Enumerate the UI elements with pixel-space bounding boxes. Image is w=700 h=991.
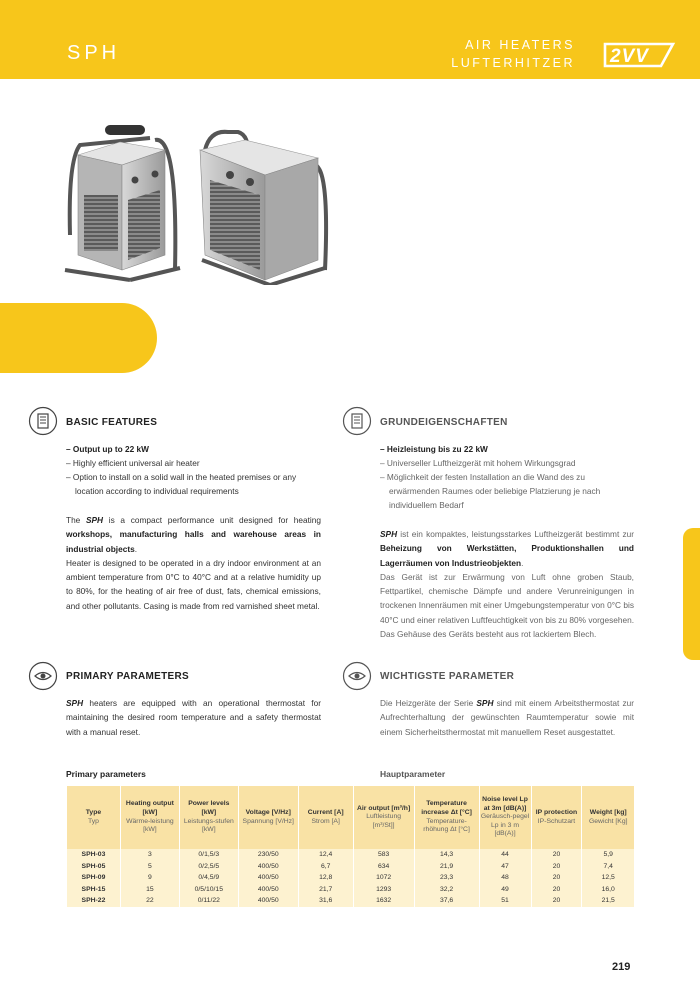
list-item: – Möglichkeit der festen Installation an die Wand des zu erwärmenden Raumes oder beliebige Platzierung je nach individuellem Bedarf [380, 472, 601, 510]
table-row [67, 884, 635, 896]
table-cell: SPH-09 [67, 872, 121, 884]
list-item: – Output up to 22 kW [66, 444, 149, 454]
basic-description-de: SPH ist ein kompaktes, leistungsstarkes Luftheizgerät bestimmt zur Beheizung von Werkstätten, Produktionshallen und Lagerräumen von Industrieobjekten. Das Gerät ist zur Erwärmung von Luft ohne groben Staub, Fettpartikel, chemische Dämpfe und andere Verunreinigungen in trockenen Innenräumen mit einer Umgebungstemperatur von 0°C bis 40°C und einer relativen Luftfeuchtigkeit von bis zu 80% vorgesehen. Das Gehäuse des Geräts besteht aus rot lackiertem Blech. [380, 529, 634, 640]
table-cell: 20 [531, 895, 582, 907]
table-cell: 16,0 [582, 884, 634, 896]
list-item: – Universeller Luftheizgerät mit hohem Wirkungsgrad [380, 458, 576, 468]
table-cell: 0/2,5/5 [179, 861, 238, 873]
column-header: Current [A] Strom [A] [298, 786, 353, 849]
column-header: Type Typ [67, 786, 121, 849]
table-cell: 1632 [353, 895, 414, 907]
product-photo [60, 120, 330, 285]
table-cell: 583 [353, 849, 414, 861]
column-header: Air output [m³/h] Luftleistung [m³/St]] [353, 786, 414, 849]
table-caption-de: Hauptparameter [380, 769, 446, 779]
document-icon [28, 406, 58, 436]
basic-features-list-de [380, 442, 634, 512]
table-cell: 12,4 [298, 849, 353, 861]
list-item: – Heizleistung bis zu 22 kW [380, 444, 488, 454]
table-cell: 48 [479, 872, 531, 884]
table-cell: 37,6 [414, 895, 479, 907]
decorative-tab-right [683, 528, 700, 660]
table-cell: 12,5 [582, 872, 634, 884]
table-cell: 0/4,5/9 [179, 872, 238, 884]
table-cell: 0/5/10/15 [179, 884, 238, 896]
table-row [67, 861, 635, 873]
table-cell: SPH-03 [67, 849, 121, 861]
table-cell: 20 [531, 849, 582, 861]
wichtigste-parameter-title: WICHTIGSTE PARAMETER [380, 671, 515, 682]
table-cell: 9 [120, 872, 179, 884]
table-cell: 21,9 [414, 861, 479, 873]
table-cell: 5,9 [582, 849, 634, 861]
table-cell: 3 [120, 849, 179, 861]
table-cell: 32,2 [414, 884, 479, 896]
table-cell: 400/50 [238, 861, 298, 873]
basic-description-en: The SPH is a compact performance unit designed for heating workshops, manufacturing halls and warehouse areas in industrial objects. Heater is designed to be operated in a dry indoor environment at an ambient temperature from 0°C to 40°C and at a relative humidity up to 80%, for the heating of air free of dust, fats, chemical emissions, and other pollutants. Casing is made from red varnished sheet metal. [66, 515, 321, 611]
svg-text:2VV: 2VV [610, 46, 649, 67]
table-cell: 51 [479, 895, 531, 907]
table-cell: 7,4 [582, 861, 634, 873]
table-cell: 14,3 [414, 849, 479, 861]
page-number: 219 [612, 961, 631, 973]
column-header: Noise level Lp at 3m [dB(A)] Geräusch-pegel Lp in 3 m [dB(A)] [479, 786, 531, 849]
category-de: LUFTERHITZER [451, 56, 575, 70]
table-row [67, 849, 635, 861]
table-caption-en: Primary parameters [66, 769, 146, 779]
table-cell: 44 [479, 849, 531, 861]
brand-logo [601, 38, 677, 70]
column-header: Weight [kg] Gewicht [Kg] [582, 786, 634, 849]
column-header: Voltage [V/Hz] Spannung [V/Hz] [238, 786, 298, 849]
table-cell: 230/50 [238, 849, 298, 861]
document-icon [342, 406, 372, 436]
table-cell: 5 [120, 861, 179, 873]
table-cell: 20 [531, 861, 582, 873]
table-cell: SPH-05 [67, 861, 121, 873]
basic-features-list-en [66, 442, 321, 498]
primary-description-en: SPH heaters are equipped with an operational thermostat for maintaining the desired room temperature and a safety thermostat with a manual reset. [66, 698, 321, 737]
list-item: – Option to install on a solid wall in the heated premises or any location according to individual requirements [66, 472, 297, 496]
list-item: – Highly efficient universal air heater [66, 458, 200, 468]
model-title: SPH [67, 42, 121, 64]
table-cell: 1293 [353, 884, 414, 896]
column-header: IP protection IP-Schutzart [531, 786, 582, 849]
eye-icon [28, 661, 58, 691]
table-cell: 6,7 [298, 861, 353, 873]
column-header: Power levels [kW] Leistungs-stufen [kW] [179, 786, 238, 849]
eye-icon [342, 661, 372, 691]
table-cell: 49 [479, 884, 531, 896]
table-cell: 12,8 [298, 872, 353, 884]
table-cell: 400/50 [238, 872, 298, 884]
table-cell: 0/11/22 [179, 895, 238, 907]
table-cell: 20 [531, 872, 582, 884]
category-en: AIR HEATERS [465, 38, 575, 52]
table-cell: 400/50 [238, 884, 298, 896]
column-header: Temperature increase Δt [°C] Temperature-rhöhung Δt [°C] [414, 786, 479, 849]
table-cell: 0/1,5/3 [179, 849, 238, 861]
column-header: Heating output [kW] Wärme-leistung [kW] [120, 786, 179, 849]
basic-features-title: BASIC FEATURES [66, 417, 158, 428]
header-bar [0, 0, 700, 79]
table-cell: 20 [531, 884, 582, 896]
table-row [67, 895, 635, 907]
table-cell: 21,5 [582, 895, 634, 907]
table-header-row [67, 786, 635, 849]
table-cell: 21,7 [298, 884, 353, 896]
table-cell: 634 [353, 861, 414, 873]
table-cell: SPH-15 [67, 884, 121, 896]
table-cell: 1072 [353, 872, 414, 884]
table-cell: 15 [120, 884, 179, 896]
table-cell: 31,6 [298, 895, 353, 907]
table-cell: 47 [479, 861, 531, 873]
grundeigenschaften-title: GRUNDEIGENSCHAFTEN [380, 417, 508, 428]
table-cell: 400/50 [238, 895, 298, 907]
decorative-tab-left [0, 303, 157, 373]
table-cell: 23,3 [414, 872, 479, 884]
table-row [67, 872, 635, 884]
parameters-table [66, 786, 634, 907]
table-cell: SPH-22 [67, 895, 121, 907]
primary-parameters-title: PRIMARY PARAMETERS [66, 671, 190, 682]
table-cell: 22 [120, 895, 179, 907]
primary-description-de: Die Heizgeräte der Serie SPH sind mit einem Arbeitsthermostat zur Aufrechterhaltung der gewünschten Raumtemperatur sowie mit einem Sicherheitsthermostat mit manuellem Reset ausgestattet. [380, 698, 634, 737]
